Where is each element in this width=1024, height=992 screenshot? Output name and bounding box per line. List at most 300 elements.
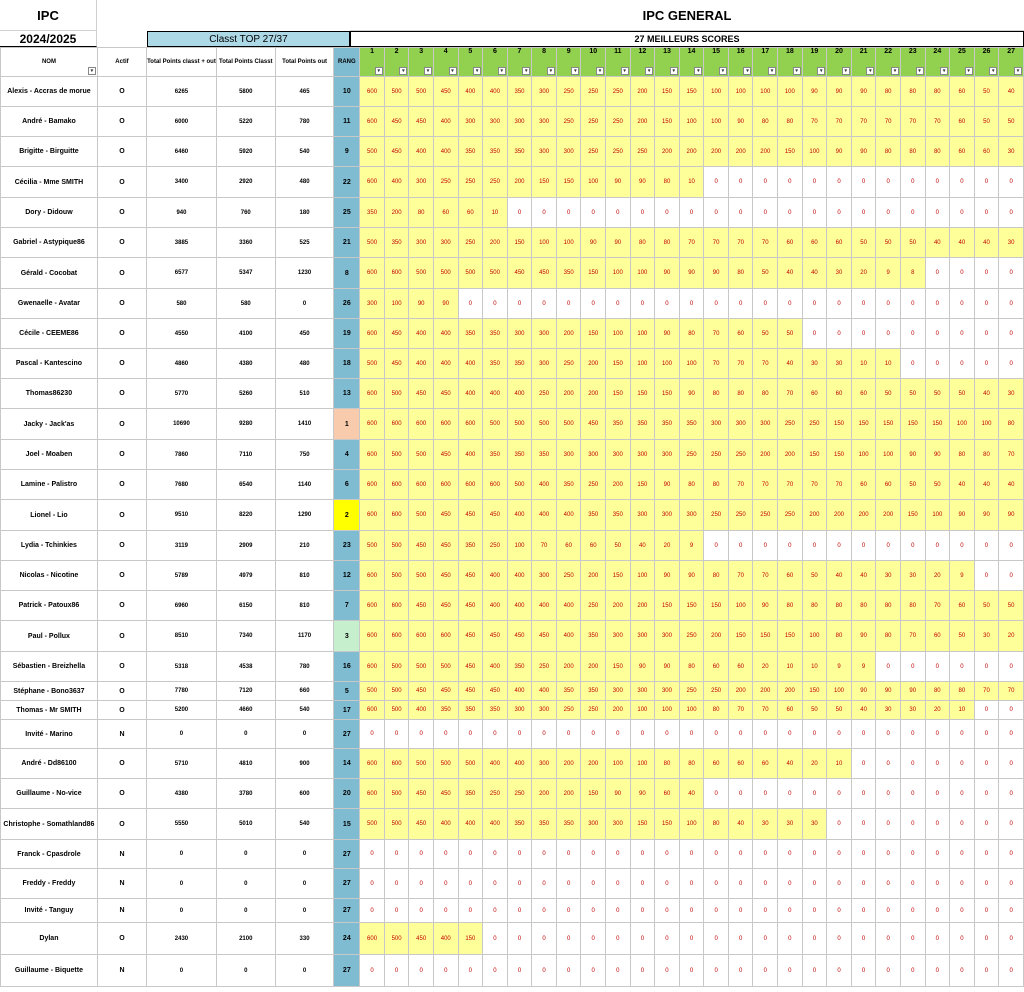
score-cell[interactable]: 250 — [728, 440, 753, 470]
score-cell[interactable]: 10 — [950, 701, 975, 720]
score-cell[interactable]: 100 — [876, 440, 901, 470]
score-cell[interactable]: 0 — [507, 840, 532, 869]
score-cell[interactable]: 200 — [483, 228, 508, 258]
score-cell[interactable]: 0 — [778, 899, 803, 923]
score-cell[interactable]: 450 — [433, 591, 458, 621]
score-cell[interactable]: 250 — [556, 349, 581, 379]
score-cell[interactable]: 500 — [507, 409, 532, 440]
score-cell[interactable]: 0 — [778, 167, 803, 198]
score-cell[interactable]: 350 — [556, 682, 581, 701]
actif-flag[interactable]: O — [97, 779, 146, 809]
score-cell[interactable]: 0 — [900, 899, 925, 923]
total-classt-out[interactable]: 3885 — [147, 228, 217, 258]
score-cell[interactable]: 400 — [556, 500, 581, 531]
score-cell[interactable]: 70 — [974, 682, 999, 701]
table-row[interactable] — [1, 228, 1024, 258]
actif-flag[interactable]: O — [97, 621, 146, 652]
score-cell[interactable]: 300 — [532, 749, 557, 779]
score-cell[interactable]: 0 — [999, 701, 1024, 720]
rang-cell[interactable]: 12 — [334, 561, 360, 591]
total-classt[interactable]: 4538 — [216, 652, 275, 682]
filter-icon[interactable]: ▾ — [1014, 67, 1022, 75]
score-cell[interactable]: 0 — [606, 840, 631, 869]
score-cell[interactable]: 50 — [753, 319, 778, 349]
score-cell[interactable]: 0 — [630, 289, 655, 319]
score-cell[interactable]: 0 — [974, 167, 999, 198]
score-cell[interactable]: 350 — [679, 409, 704, 440]
score-cell[interactable]: 0 — [802, 319, 827, 349]
score-cell[interactable]: 400 — [409, 137, 434, 167]
score-cell[interactable]: 90 — [655, 258, 680, 289]
score-cell[interactable]: 150 — [925, 409, 950, 440]
score-cell[interactable]: 0 — [851, 899, 876, 923]
total-out[interactable]: 540 — [275, 701, 334, 720]
score-cell[interactable]: 0 — [581, 899, 606, 923]
score-cell[interactable]: 500 — [458, 258, 483, 289]
score-cell[interactable]: 60 — [950, 107, 975, 137]
score-cell[interactable]: 100 — [630, 749, 655, 779]
score-cell[interactable]: 80 — [876, 591, 901, 621]
score-cell[interactable]: 350 — [581, 500, 606, 531]
score-cell[interactable]: 300 — [581, 440, 606, 470]
score-cell[interactable]: 10 — [679, 167, 704, 198]
score-cell[interactable]: 70 — [876, 107, 901, 137]
score-cell[interactable]: 500 — [360, 682, 385, 701]
score-cell[interactable]: 0 — [974, 899, 999, 923]
score-cell[interactable]: 250 — [433, 167, 458, 198]
score-cell[interactable]: 500 — [532, 409, 557, 440]
score-cell[interactable]: 0 — [581, 923, 606, 955]
score-cell[interactable]: 400 — [507, 561, 532, 591]
total-classt-out[interactable]: 5200 — [147, 701, 217, 720]
total-out[interactable]: 810 — [275, 591, 334, 621]
score-cell[interactable]: 600 — [360, 923, 385, 955]
score-cell[interactable]: 0 — [556, 198, 581, 228]
score-cell[interactable]: 350 — [507, 652, 532, 682]
score-cell[interactable]: 0 — [827, 167, 852, 198]
col-header-nom[interactable]: NOM ▾ — [1, 48, 98, 77]
score-cell[interactable]: 250 — [507, 779, 532, 809]
score-cell[interactable]: 0 — [802, 720, 827, 749]
total-classt[interactable]: 4660 — [216, 701, 275, 720]
score-cell[interactable]: 200 — [753, 682, 778, 701]
score-cell[interactable]: 50 — [925, 379, 950, 409]
actif-flag[interactable]: O — [97, 749, 146, 779]
rang-cell[interactable]: 20 — [334, 779, 360, 809]
total-classt[interactable]: 5347 — [216, 258, 275, 289]
col-header-score-1[interactable]: 1 ▾ — [360, 48, 385, 77]
score-cell[interactable]: 0 — [360, 899, 385, 923]
col-header-score-27[interactable]: 27 ▾ — [999, 48, 1024, 77]
score-cell[interactable]: 300 — [630, 621, 655, 652]
score-cell[interactable]: 200 — [606, 701, 631, 720]
score-cell[interactable]: 150 — [581, 258, 606, 289]
score-cell[interactable]: 60 — [925, 621, 950, 652]
rang-cell[interactable]: 21 — [334, 228, 360, 258]
score-cell[interactable]: 0 — [827, 319, 852, 349]
score-cell[interactable]: 300 — [532, 137, 557, 167]
score-cell[interactable]: 40 — [950, 470, 975, 500]
score-cell[interactable]: 250 — [458, 228, 483, 258]
actif-flag[interactable]: N — [97, 955, 146, 987]
score-cell[interactable]: 0 — [606, 955, 631, 987]
score-cell[interactable]: 0 — [974, 531, 999, 561]
score-cell[interactable]: 0 — [851, 749, 876, 779]
score-cell[interactable]: 90 — [655, 319, 680, 349]
score-cell[interactable]: 80 — [900, 137, 925, 167]
player-name[interactable]: Gabriel - Astypique86 — [1, 228, 98, 258]
score-cell[interactable]: 250 — [606, 107, 631, 137]
score-cell[interactable]: 200 — [630, 107, 655, 137]
score-cell[interactable]: 90 — [679, 561, 704, 591]
score-cell[interactable]: 90 — [851, 137, 876, 167]
score-cell[interactable]: 0 — [900, 289, 925, 319]
score-cell[interactable]: 300 — [507, 701, 532, 720]
score-cell[interactable]: 0 — [532, 899, 557, 923]
total-classt-out[interactable]: 6460 — [147, 137, 217, 167]
table-row[interactable] — [1, 955, 1024, 987]
score-cell[interactable]: 500 — [556, 409, 581, 440]
score-cell[interactable]: 400 — [507, 749, 532, 779]
score-cell[interactable]: 0 — [778, 869, 803, 899]
table-row[interactable] — [1, 701, 1024, 720]
score-cell[interactable]: 40 — [802, 258, 827, 289]
score-cell[interactable]: 90 — [925, 440, 950, 470]
score-cell[interactable]: 0 — [925, 840, 950, 869]
score-cell[interactable]: 450 — [532, 621, 557, 652]
score-cell[interactable]: 40 — [778, 749, 803, 779]
score-cell[interactable]: 0 — [950, 652, 975, 682]
score-cell[interactable]: 0 — [851, 720, 876, 749]
score-cell[interactable]: 0 — [925, 720, 950, 749]
score-cell[interactable]: 0 — [532, 840, 557, 869]
score-cell[interactable]: 80 — [753, 107, 778, 137]
score-cell[interactable]: 0 — [778, 955, 803, 987]
col-header-score-12[interactable]: 12 ▾ — [630, 48, 655, 77]
col-header-score-15[interactable]: 15 ▾ — [704, 48, 729, 77]
score-cell[interactable]: 200 — [728, 137, 753, 167]
score-cell[interactable]: 0 — [876, 749, 901, 779]
total-classt-out[interactable]: 6000 — [147, 107, 217, 137]
score-cell[interactable]: 150 — [876, 409, 901, 440]
score-cell[interactable]: 0 — [753, 840, 778, 869]
score-cell[interactable]: 80 — [704, 379, 729, 409]
filter-icon[interactable]: ▾ — [817, 67, 825, 75]
table-row[interactable] — [1, 409, 1024, 440]
score-cell[interactable]: 90 — [655, 470, 680, 500]
score-cell[interactable]: 80 — [925, 77, 950, 107]
total-classt-out[interactable]: 6265 — [147, 77, 217, 107]
score-cell[interactable]: 80 — [728, 379, 753, 409]
score-cell[interactable]: 200 — [753, 440, 778, 470]
score-cell[interactable]: 0 — [851, 923, 876, 955]
filter-icon[interactable]: ▾ — [916, 67, 924, 75]
score-cell[interactable]: 350 — [507, 440, 532, 470]
table-row[interactable] — [1, 137, 1024, 167]
score-cell[interactable]: 80 — [409, 198, 434, 228]
score-cell[interactable]: 0 — [876, 531, 901, 561]
table-row[interactable] — [1, 652, 1024, 682]
total-out[interactable]: 0 — [275, 289, 334, 319]
score-cell[interactable]: 0 — [360, 869, 385, 899]
score-cell[interactable]: 80 — [704, 809, 729, 840]
actif-flag[interactable]: O — [97, 652, 146, 682]
score-cell[interactable]: 100 — [655, 701, 680, 720]
score-cell[interactable]: 0 — [507, 869, 532, 899]
score-cell[interactable]: 20 — [925, 561, 950, 591]
score-cell[interactable]: 0 — [974, 701, 999, 720]
score-cell[interactable]: 250 — [606, 77, 631, 107]
table-row[interactable] — [1, 869, 1024, 899]
score-cell[interactable]: 300 — [556, 137, 581, 167]
score-cell[interactable]: 100 — [778, 77, 803, 107]
rang-cell[interactable]: 7 — [334, 591, 360, 621]
score-cell[interactable]: 0 — [999, 652, 1024, 682]
score-cell[interactable]: 450 — [581, 409, 606, 440]
actif-flag[interactable]: N — [97, 720, 146, 749]
total-classt[interactable]: 7110 — [216, 440, 275, 470]
score-cell[interactable]: 150 — [655, 107, 680, 137]
score-cell[interactable]: 350 — [433, 701, 458, 720]
col-header-score-5[interactable]: 5 ▾ — [458, 48, 483, 77]
filter-icon[interactable]: ▾ — [596, 67, 604, 75]
score-cell[interactable]: 450 — [409, 531, 434, 561]
score-cell[interactable]: 200 — [679, 137, 704, 167]
score-cell[interactable]: 8 — [900, 258, 925, 289]
score-cell[interactable]: 500 — [384, 531, 409, 561]
score-cell[interactable]: 60 — [851, 379, 876, 409]
score-cell[interactable]: 450 — [433, 561, 458, 591]
score-cell[interactable]: 350 — [458, 137, 483, 167]
score-cell[interactable]: 0 — [851, 289, 876, 319]
rang-cell[interactable]: 27 — [334, 840, 360, 869]
score-cell[interactable]: 0 — [950, 720, 975, 749]
score-cell[interactable]: 300 — [532, 77, 557, 107]
total-classt-out[interactable]: 0 — [147, 899, 217, 923]
score-cell[interactable]: 0 — [728, 779, 753, 809]
score-cell[interactable]: 300 — [630, 440, 655, 470]
score-cell[interactable]: 80 — [876, 77, 901, 107]
table-row[interactable] — [1, 591, 1024, 621]
score-cell[interactable]: 80 — [950, 682, 975, 701]
score-cell[interactable]: 500 — [384, 77, 409, 107]
score-cell[interactable]: 100 — [606, 258, 631, 289]
score-cell[interactable]: 0 — [704, 289, 729, 319]
total-out[interactable]: 660 — [275, 682, 334, 701]
score-cell[interactable]: 0 — [876, 923, 901, 955]
total-classt[interactable]: 0 — [216, 955, 275, 987]
score-cell[interactable]: 0 — [753, 899, 778, 923]
score-cell[interactable]: 0 — [925, 869, 950, 899]
col-header-score-17[interactable]: 17 ▾ — [753, 48, 778, 77]
score-cell[interactable]: 0 — [679, 840, 704, 869]
rang-cell[interactable]: 26 — [334, 289, 360, 319]
score-cell[interactable]: 0 — [433, 720, 458, 749]
score-cell[interactable]: 100 — [606, 749, 631, 779]
score-cell[interactable]: 0 — [974, 319, 999, 349]
player-name[interactable]: Jacky - Jack'as — [1, 409, 98, 440]
score-cell[interactable]: 300 — [532, 319, 557, 349]
score-cell[interactable]: 200 — [606, 591, 631, 621]
score-cell[interactable]: 350 — [458, 531, 483, 561]
player-name[interactable]: Cécile - CEEME86 — [1, 319, 98, 349]
score-cell[interactable]: 400 — [532, 470, 557, 500]
score-cell[interactable]: 80 — [778, 591, 803, 621]
score-cell[interactable]: 0 — [851, 319, 876, 349]
col-header-score-3[interactable]: 3 ▾ — [409, 48, 434, 77]
score-cell[interactable]: 200 — [581, 379, 606, 409]
score-cell[interactable]: 250 — [778, 500, 803, 531]
score-cell[interactable]: 400 — [409, 319, 434, 349]
score-cell[interactable]: 0 — [655, 720, 680, 749]
score-cell[interactable]: 0 — [679, 289, 704, 319]
col-header-rang[interactable]: RANG — [334, 48, 360, 77]
score-cell[interactable]: 100 — [630, 561, 655, 591]
table-row[interactable] — [1, 319, 1024, 349]
total-out[interactable]: 600 — [275, 779, 334, 809]
score-cell[interactable]: 90 — [876, 682, 901, 701]
score-cell[interactable]: 90 — [827, 77, 852, 107]
score-cell[interactable]: 150 — [655, 77, 680, 107]
total-classt-out[interactable]: 3119 — [147, 531, 217, 561]
filter-icon[interactable]: ▾ — [670, 67, 678, 75]
score-cell[interactable]: 100 — [655, 349, 680, 379]
score-cell[interactable]: 90 — [974, 500, 999, 531]
total-classt-out[interactable]: 0 — [147, 955, 217, 987]
score-cell[interactable]: 400 — [458, 379, 483, 409]
score-cell[interactable]: 600 — [384, 621, 409, 652]
table-row[interactable] — [1, 258, 1024, 289]
score-cell[interactable]: 50 — [925, 470, 950, 500]
score-cell[interactable]: 600 — [433, 470, 458, 500]
player-name[interactable]: Lydia - Tchinkies — [1, 531, 98, 561]
score-cell[interactable]: 100 — [679, 809, 704, 840]
score-cell[interactable]: 100 — [925, 500, 950, 531]
filter-icon[interactable]: ▾ — [88, 67, 96, 75]
score-cell[interactable]: 350 — [483, 349, 508, 379]
col-header-score-10[interactable]: 10 ▾ — [581, 48, 606, 77]
score-cell[interactable]: 40 — [778, 349, 803, 379]
score-cell[interactable]: 250 — [679, 621, 704, 652]
score-cell[interactable]: 0 — [679, 720, 704, 749]
rang-cell[interactable]: 5 — [334, 682, 360, 701]
score-cell[interactable]: 50 — [974, 77, 999, 107]
score-cell[interactable]: 200 — [606, 470, 631, 500]
score-cell[interactable]: 250 — [483, 531, 508, 561]
score-cell[interactable]: 500 — [360, 809, 385, 840]
score-cell[interactable]: 400 — [433, 107, 458, 137]
col-header-total-classt[interactable]: Total Points Classt — [216, 48, 275, 77]
score-cell[interactable]: 0 — [704, 779, 729, 809]
score-cell[interactable]: 150 — [802, 682, 827, 701]
score-cell[interactable]: 0 — [778, 923, 803, 955]
total-out[interactable]: 510 — [275, 379, 334, 409]
score-cell[interactable]: 0 — [950, 955, 975, 987]
total-classt[interactable]: 8220 — [216, 500, 275, 531]
score-cell[interactable]: 0 — [802, 289, 827, 319]
score-cell[interactable]: 600 — [360, 409, 385, 440]
score-cell[interactable]: 40 — [974, 228, 999, 258]
score-cell[interactable]: 150 — [679, 77, 704, 107]
rang-cell[interactable]: 24 — [334, 923, 360, 955]
score-cell[interactable]: 0 — [458, 720, 483, 749]
score-cell[interactable]: 0 — [704, 923, 729, 955]
total-classt[interactable]: 2909 — [216, 531, 275, 561]
total-out[interactable]: 480 — [275, 349, 334, 379]
score-cell[interactable]: 60 — [753, 749, 778, 779]
total-out[interactable]: 450 — [275, 319, 334, 349]
score-cell[interactable]: 80 — [655, 228, 680, 258]
score-cell[interactable]: 30 — [876, 701, 901, 720]
total-out[interactable]: 0 — [275, 720, 334, 749]
table-row[interactable] — [1, 167, 1024, 198]
score-cell[interactable]: 0 — [974, 779, 999, 809]
player-name[interactable]: Pascal - Kantescino — [1, 349, 98, 379]
score-cell[interactable]: 0 — [360, 720, 385, 749]
score-cell[interactable]: 450 — [532, 258, 557, 289]
player-name[interactable]: Sébastien - Breizhella — [1, 652, 98, 682]
score-cell[interactable]: 90 — [630, 779, 655, 809]
score-cell[interactable]: 350 — [556, 258, 581, 289]
score-cell[interactable]: 150 — [630, 809, 655, 840]
score-cell[interactable]: 250 — [728, 500, 753, 531]
score-cell[interactable]: 50 — [950, 379, 975, 409]
score-cell[interactable]: 300 — [630, 682, 655, 701]
score-cell[interactable]: 0 — [950, 809, 975, 840]
filter-icon[interactable]: ▾ — [621, 67, 629, 75]
table-row[interactable] — [1, 77, 1024, 107]
actif-flag[interactable]: O — [97, 561, 146, 591]
actif-flag[interactable]: O — [97, 349, 146, 379]
score-cell[interactable]: 0 — [704, 531, 729, 561]
score-cell[interactable]: 90 — [630, 652, 655, 682]
rang-cell[interactable]: 3 — [334, 621, 360, 652]
score-cell[interactable]: 0 — [900, 809, 925, 840]
score-cell[interactable]: 0 — [360, 955, 385, 987]
score-cell[interactable]: 250 — [778, 409, 803, 440]
score-cell[interactable]: 200 — [778, 440, 803, 470]
score-cell[interactable]: 350 — [384, 228, 409, 258]
score-cell[interactable]: 0 — [532, 869, 557, 899]
score-cell[interactable]: 80 — [876, 137, 901, 167]
table-row[interactable] — [1, 531, 1024, 561]
total-classt-out[interactable]: 2430 — [147, 923, 217, 955]
score-cell[interactable]: 450 — [458, 500, 483, 531]
score-cell[interactable]: 80 — [999, 409, 1024, 440]
score-cell[interactable]: 350 — [532, 809, 557, 840]
player-name[interactable]: Invité - Marino — [1, 720, 98, 749]
score-cell[interactable]: 30 — [999, 228, 1024, 258]
score-cell[interactable]: 40 — [974, 379, 999, 409]
score-cell[interactable]: 500 — [409, 440, 434, 470]
score-cell[interactable]: 150 — [532, 167, 557, 198]
score-cell[interactable]: 80 — [900, 591, 925, 621]
score-cell[interactable]: 0 — [802, 167, 827, 198]
score-cell[interactable]: 500 — [384, 561, 409, 591]
score-cell[interactable]: 0 — [728, 720, 753, 749]
score-cell[interactable]: 0 — [433, 869, 458, 899]
score-cell[interactable]: 0 — [483, 840, 508, 869]
score-cell[interactable]: 0 — [606, 289, 631, 319]
score-cell[interactable]: 0 — [827, 720, 852, 749]
score-cell[interactable]: 0 — [802, 198, 827, 228]
score-cell[interactable]: 500 — [384, 809, 409, 840]
actif-flag[interactable]: O — [97, 319, 146, 349]
score-cell[interactable]: 9 — [851, 652, 876, 682]
score-cell[interactable]: 70 — [704, 319, 729, 349]
score-cell[interactable]: 500 — [384, 701, 409, 720]
filter-icon[interactable]: ▾ — [498, 67, 506, 75]
